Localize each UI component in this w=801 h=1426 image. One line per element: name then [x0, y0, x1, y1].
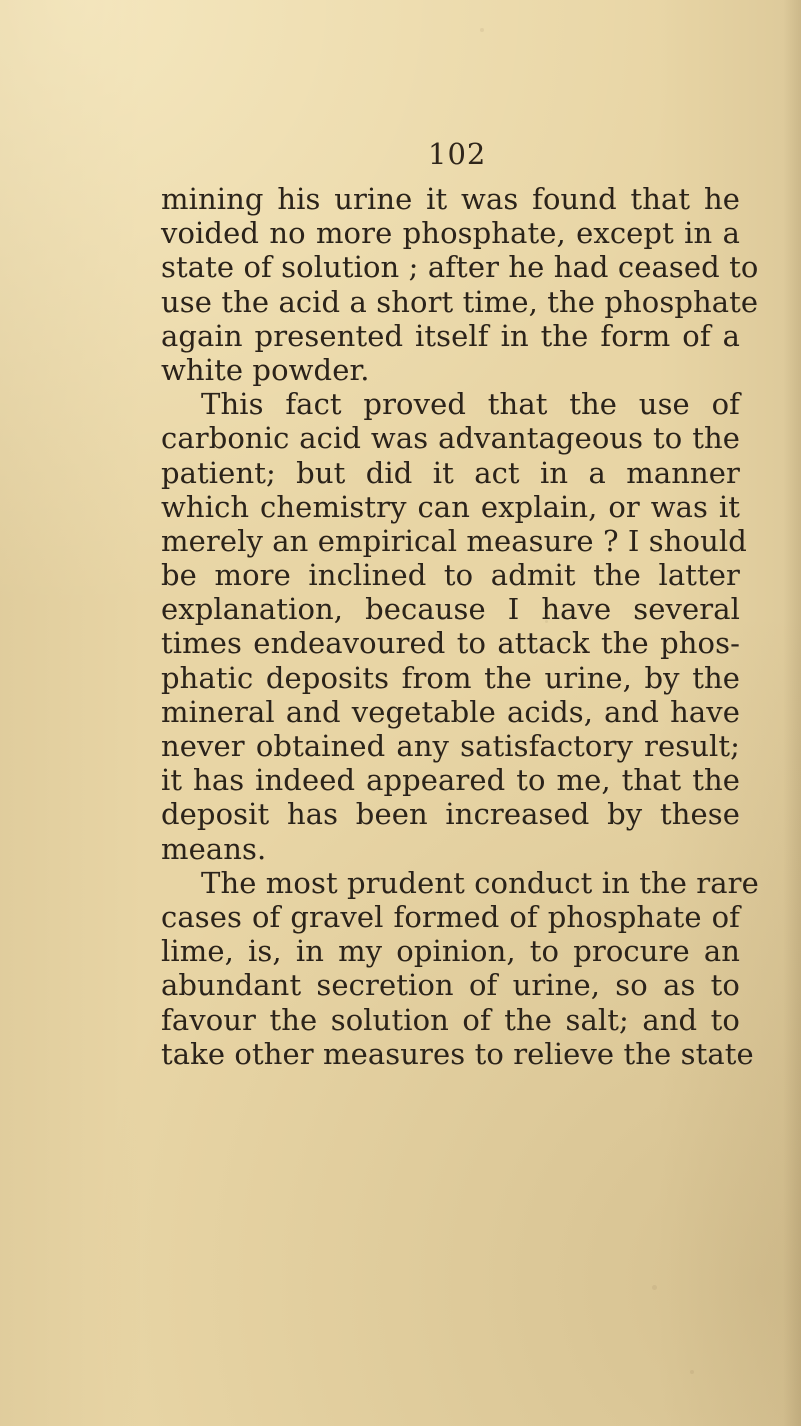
text-line: abundant secretion of urine, so as to — [161, 968, 740, 1003]
paper-spot — [480, 28, 484, 32]
body-text — [161, 182, 759, 1071]
text-line: patient; but did it act in a manner — [161, 455, 740, 490]
text-line: again presented itself in the form of a — [161, 318, 740, 353]
paper-spot — [690, 1370, 694, 1374]
text-line: which chemistry can explain, or was it — [161, 489, 740, 524]
text-line: deposit has been increased by these — [161, 797, 740, 832]
text-line: times endeavoured to attack the phos- — [161, 626, 740, 661]
page-edge-shadow — [783, 0, 801, 1426]
text-line: The most prudent conduct in the rare — [201, 865, 759, 900]
text-line: favour the solution of the salt; and to — [161, 1002, 740, 1037]
text-line: mining his urine it was found that he — [161, 182, 740, 216]
page-number: 102 — [428, 137, 487, 171]
paper-spot — [652, 1285, 657, 1290]
text-line: voided no more phosphate, except in a — [161, 216, 740, 251]
text-line: take other measures to relieve the state — [161, 1036, 754, 1071]
text-line: never obtained any satisfactory result; — [161, 729, 740, 763]
text-line: merely an empirical measure ? I should — [161, 523, 747, 558]
text-line: be more inclined to admit the latter — [161, 558, 740, 593]
text-line: means. — [161, 831, 267, 866]
text-line: use the acid a short time, the phosphate — [161, 284, 759, 319]
text-line: state of solution ; after he had ceased to — [161, 250, 759, 285]
text-line: carbonic acid was advantageous to the — [161, 421, 740, 456]
text-line: it has indeed appeared to me, that the — [161, 763, 740, 798]
text-line: explanation, because I have several — [161, 592, 740, 627]
text-line: cases of gravel formed of phosphate of — [161, 899, 740, 934]
text-line: lime, is, in my opinion, to procure an — [161, 934, 740, 969]
text-line: mineral and vegetable acids, and have — [161, 694, 740, 729]
text-line: This fact proved that the use of — [201, 387, 740, 422]
text-line: white powder. — [161, 352, 370, 387]
text-line: phatic deposits from the urine, by the — [161, 660, 740, 695]
